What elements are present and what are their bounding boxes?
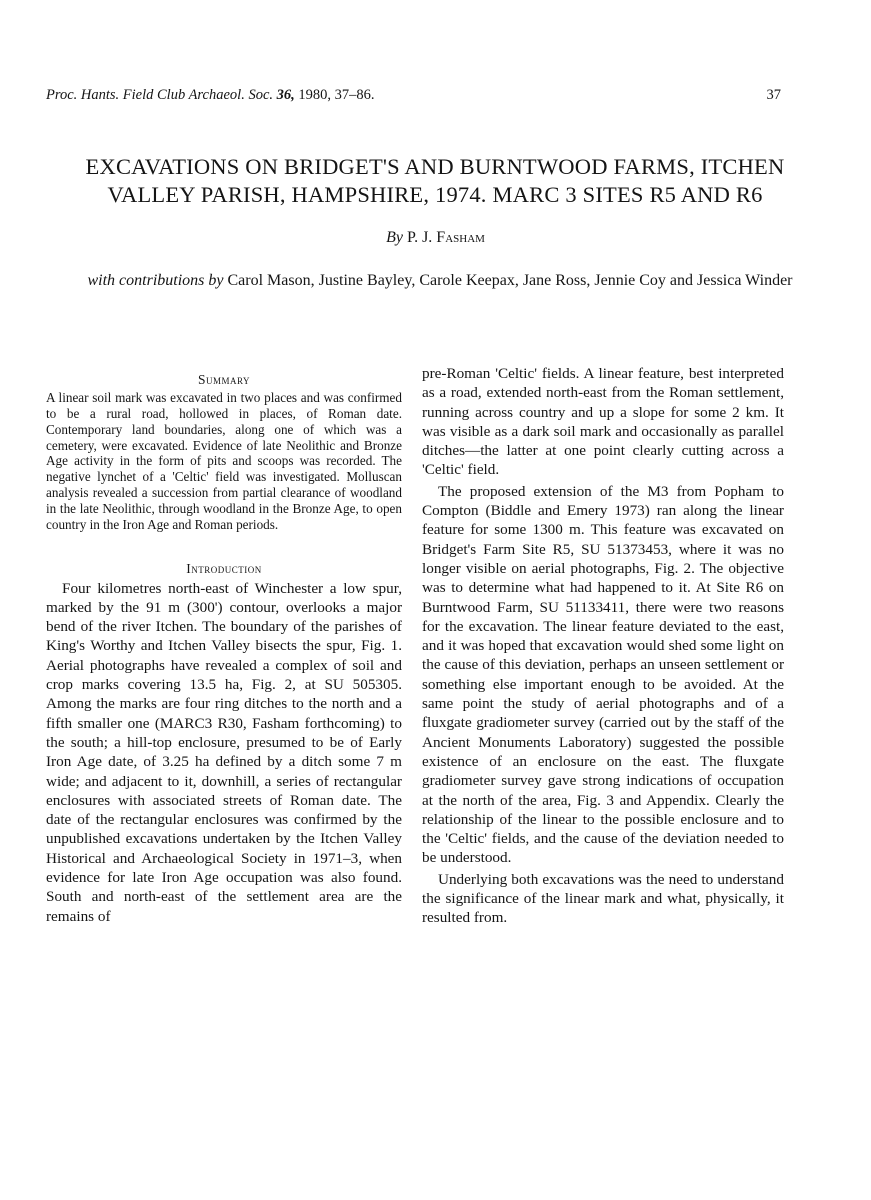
contributors xyxy=(60,270,820,291)
running-head xyxy=(46,86,781,104)
introduction-heading: Introduction xyxy=(186,560,262,576)
byline xyxy=(0,228,871,248)
summary-heading: Summary xyxy=(197,372,251,387)
right-column xyxy=(422,364,784,928)
contributors-lead: with contributions by xyxy=(87,272,224,289)
summary-text: A linear soil mark was excavated in two places and was confirmed to be a rural road, hollowed in places, of Roman date. Contemporary land boundaries, along one of which was a cemetery, were excavated. Evidence of late Neolithic and Bronze Age activity in the form of pits and scoops was recorded. The negative lynchet of a 'Celtic' field was investigated. Molluscan analysis revealed a succession from partial clearance of woodland in the late Neolithic, through woodland in the Bronze Age, to open country in the Iron Age and Roman periods. xyxy=(46,390,402,532)
byline-by: By xyxy=(386,229,403,246)
introduction-paragraph: Four kilometres north-east of Winchester a low spur, marked by the 91 m (300') contour, overlooks a major bend of the river Itchen. The boundary of the parishes of King's Worthy and Itchen Valley bisects the spur, Fig. 1. Aerial photographs have revealed a complex of soil and crop marks covering 13.5 ha, Fig. 2, at SU 505305. Among the marks are four ring ditches to the north and a fifth smaller one (MARC3 R30, Fasham forthcoming) to the south; a hill-top enclosure, presumed to be of Early Iron Age date, of 3.25 ha defined by a ditch some 7 m wide; and adjacent to it, downhill, a series of rectangular enclosures with associated streets of Roman date. The date of the rectangular enclosures was confirmed by the unpublished excavations undertaken by the Itchen Valley Historical and Archaeological Society in 1971–3, when evidence for late Iron Age occupation was also found. South and north-east of the settlement area are the remains of xyxy=(46,579,402,925)
page-number: 37 xyxy=(766,87,781,103)
left-column xyxy=(46,372,402,926)
introduction-paragraph: Underlying both excavations was the need to understand the significance of the linear mark and what, physically, it resulted from. xyxy=(422,870,784,927)
year-and-pages: 1980, 37–86. xyxy=(298,87,375,103)
journal-citation: Proc. Hants. Field Club Archaeol. Soc. xyxy=(46,87,274,103)
author-name: P. J. Fasham xyxy=(406,229,485,246)
introduction-paragraph: The proposed extension of the M3 from Popham to Compton (Biddle and Emery 1973) ran along the linear feature for some 1300 m. This feature was excavated on Bridget's Farm Site R5, SU 51373453, where it was no longer visible on aerial photographs, Fig. 2. The objective was to determine what had happened to it. At Site R6 on Burntwood Farm, SU 51133411, there were two reasons for the excavation. The linear feature deviated to the east, and it was hoped that excavation would shed some light on the cause of this deviation, perhaps an unseen settlement or something else important enough to be avoided. At the same point the study of aerial photographs and of a fluxgate gradiometer survey (carried out by the staff of the Ancient Monuments Laboratory) suggested the possible existence of an enclosure on the east. The fluxgate gradiometer survey gave strong indications of occupation at the north of the area, Fig. 3 and Appendix. Clearly the relationship of the linear to the possible enclosure and to the 'Celtic' fields, and the cause of the deviation needed to be understood. xyxy=(422,482,784,867)
volume-number: 36, xyxy=(276,87,295,103)
contributor-names: Carol Mason, Justine Bayley, Carole Keepax, Jane Ross, Jennie Coy and Jessica Winder xyxy=(227,272,793,289)
article-title: EXCAVATIONS ON BRIDGET'S AND BURNTWOOD FARMS, ITCHEN VALLEY PARISH, HAMPSHIRE, 1974. MARC 3 SITES R5 AND R6 xyxy=(85,154,785,207)
introduction-paragraph-continued: pre-Roman 'Celtic' fields. A linear feature, best interpreted as a road, extended north-east from the Roman settlement, running across country and up a slope for some 2 km. It was visible as a dark soil mark and occasionally as parallel ditches—the latter at one point clearly cutting across a 'Celtic' field. xyxy=(422,365,784,479)
